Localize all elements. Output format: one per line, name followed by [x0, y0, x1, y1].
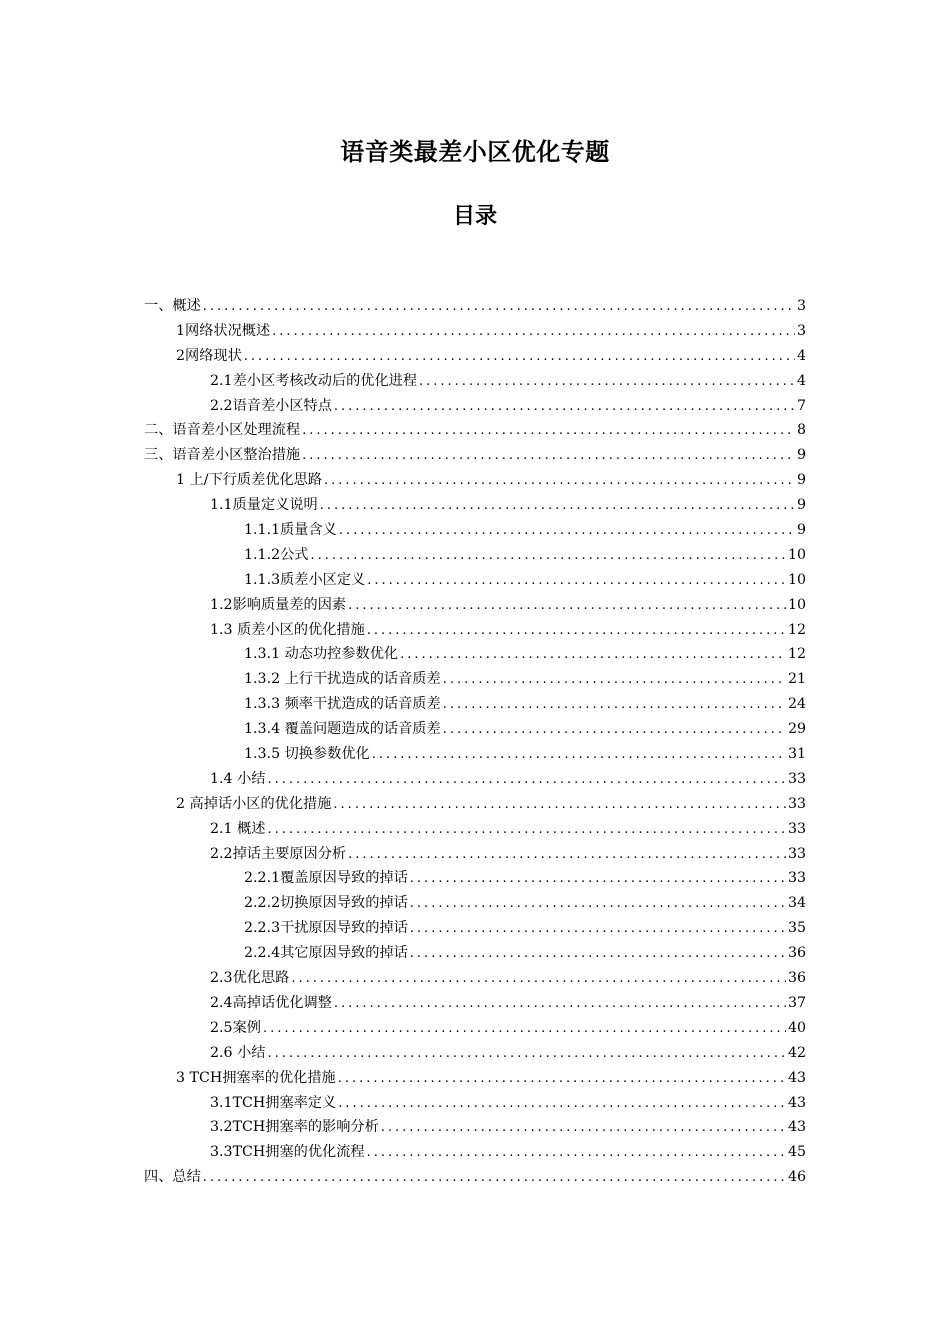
toc-entry-page-number: 21 — [787, 671, 806, 688]
toc-entry-page-number: 24 — [787, 696, 806, 713]
toc-entry-page-number: 33 — [787, 820, 806, 837]
toc-entry-title: 一、概述 — [144, 298, 201, 314]
toc-entry[interactable] — [210, 991, 806, 1016]
toc-entry[interactable] — [144, 1165, 806, 1190]
toc-entry-page-number: 36 — [787, 945, 806, 962]
toc-dot-leader — [410, 867, 786, 892]
toc-entry-page-number: 10 — [787, 571, 806, 588]
toc-entry[interactable] — [210, 593, 806, 618]
toc-entry[interactable] — [144, 294, 806, 319]
toc-entry-page-number: 42 — [787, 1044, 806, 1061]
toc-dot-leader — [381, 1116, 786, 1141]
toc-entry-page-number: 43 — [787, 1119, 806, 1136]
toc-entry-title: 2.6 小结 — [210, 1044, 266, 1061]
toc-entry-page-number: 36 — [787, 970, 806, 987]
toc-entry-title: 1.3.2 上行干扰造成的话音质差 — [244, 671, 441, 688]
toc-entry-title: 1.3.4 覆盖问题造成的话音质差 — [244, 721, 441, 738]
toc-entry[interactable] — [210, 1140, 806, 1165]
toc-entry-title: 1.3 质差小区的优化措施 — [210, 621, 365, 638]
toc-entry-page-number: 12 — [787, 621, 806, 638]
toc-entry-page-number: 9 — [796, 447, 806, 464]
toc-dot-leader — [410, 892, 786, 917]
toc-entry-page-number: 9 — [796, 497, 806, 514]
toc-entry-title: 1.3.5 切换参数优化 — [244, 746, 370, 763]
toc-dot-leader — [348, 843, 786, 868]
toc-entry-title: 2.2语音差小区特点 — [210, 397, 332, 414]
toc-entry-title: 2.3优化思路 — [210, 970, 290, 987]
toc-entry-page-number: 12 — [787, 646, 806, 663]
toc-dot-leader — [203, 1166, 786, 1191]
toc-entry[interactable] — [244, 866, 806, 891]
toc-dot-leader — [410, 917, 786, 942]
toc-entry[interactable] — [144, 418, 806, 443]
toc-entry-title: 2.5案例 — [210, 1019, 261, 1036]
toc-entry-title: 1.3.3 频率干扰造成的话音质差 — [244, 696, 441, 713]
toc-entry[interactable] — [176, 319, 806, 344]
toc-entry-page-number: 9 — [796, 472, 806, 489]
toc-dot-leader — [302, 444, 795, 469]
toc-entry-page-number: 34 — [787, 895, 806, 912]
document-title: 语音类最差小区优化专题 — [340, 137, 610, 166]
toc-dot-leader — [302, 419, 795, 444]
toc-entry-title: 2.1 概述 — [210, 820, 266, 837]
toc-entry[interactable] — [210, 966, 806, 991]
toc-entry-page-number: 43 — [787, 1094, 806, 1111]
toc-entry[interactable] — [210, 1091, 806, 1116]
toc-entry[interactable] — [210, 842, 806, 867]
toc-dot-leader — [348, 594, 786, 619]
toc-entry-title: 1网络状况概述 — [176, 322, 271, 339]
toc-entry-page-number: 35 — [787, 920, 806, 937]
toc-dot-leader — [203, 295, 795, 320]
toc-entry-page-number: 45 — [787, 1144, 806, 1161]
toc-entry-title: 3.3TCH拥塞的优化流程 — [210, 1144, 365, 1161]
toc-entry-page-number: 33 — [787, 770, 806, 787]
toc-dot-leader — [410, 942, 786, 967]
toc-dot-leader — [267, 818, 785, 843]
toc-dot-leader — [244, 345, 795, 370]
toc-dot-leader — [334, 395, 795, 420]
toc-entry[interactable] — [176, 792, 806, 817]
toc-entry[interactable] — [144, 443, 806, 468]
toc-entry-title: 3.1TCH拥塞率定义 — [210, 1094, 337, 1111]
toc-dot-leader — [367, 619, 786, 644]
toc-dot-leader — [367, 1141, 786, 1166]
toc-dot-leader — [338, 1092, 786, 1117]
toc-entry-page-number: 8 — [796, 422, 806, 439]
toc-entry-title: 1.4 小结 — [210, 770, 266, 787]
table-of-contents — [0, 294, 950, 1190]
toc-entry-title: 2 高掉话小区的优化措施 — [176, 795, 332, 812]
toc-entry[interactable] — [210, 369, 806, 394]
toc-dot-leader — [443, 668, 786, 693]
toc-dot-leader — [338, 1067, 786, 1092]
toc-entry-title: 3.2TCH拥塞率的影响分析 — [210, 1119, 379, 1136]
toc-entry[interactable] — [244, 941, 806, 966]
toc-entry[interactable] — [210, 767, 806, 792]
toc-entry[interactable] — [244, 667, 806, 692]
toc-dot-leader — [320, 494, 795, 519]
toc-entry[interactable] — [244, 543, 806, 568]
toc-entry-title: 三、语音差小区整治措施 — [144, 447, 301, 464]
toc-dot-leader — [310, 544, 785, 569]
toc-entry[interactable] — [176, 344, 806, 369]
toc-entry-page-number: 33 — [787, 795, 806, 812]
toc-dot-leader — [272, 320, 795, 345]
toc-dot-leader — [333, 793, 786, 818]
toc-entry-page-number: 9 — [796, 522, 806, 539]
toc-entry-page-number: 46 — [787, 1169, 806, 1186]
toc-entry-page-number: 37 — [787, 994, 806, 1011]
toc-entry-page-number: 3 — [796, 322, 806, 339]
toc-dot-leader — [367, 569, 786, 594]
toc-entry[interactable] — [244, 717, 806, 742]
toc-dot-leader — [267, 768, 785, 793]
toc-entry-page-number: 3 — [796, 298, 806, 314]
toc-entry-title: 2.2.3干扰原因导致的掉话 — [244, 920, 408, 937]
toc-entry-title: 1.1.1质量含义 — [244, 522, 337, 539]
toc-entry-title: 1.1质量定义说明 — [210, 497, 318, 514]
toc-entry[interactable] — [210, 618, 806, 643]
toc-entry-page-number: 31 — [787, 746, 806, 763]
toc-entry-title: 3 TCH拥塞率的优化措施 — [176, 1069, 336, 1086]
toc-entry-title: 1.2影响质量差的因素 — [210, 596, 347, 613]
toc-entry[interactable] — [210, 817, 806, 842]
toc-entry-title: 2网络现状 — [176, 347, 242, 364]
toc-entry[interactable] — [210, 1016, 806, 1041]
toc-entry[interactable] — [244, 742, 806, 767]
toc-entry[interactable] — [176, 1066, 806, 1091]
toc-entry-title: 1.1.2公式 — [244, 546, 309, 563]
toc-entry-page-number: 33 — [787, 870, 806, 887]
toc-dot-leader — [324, 469, 795, 494]
toc-dot-leader — [291, 967, 786, 992]
toc-entry-page-number: 4 — [796, 372, 806, 389]
toc-entry[interactable] — [244, 891, 806, 916]
toc-entry-title: 2.2.1覆盖原因导致的掉话 — [244, 870, 408, 887]
toc-entry[interactable] — [176, 468, 806, 493]
toc-entry-page-number: 10 — [787, 546, 806, 563]
toc-entry-page-number: 7 — [796, 397, 806, 414]
toc-entry[interactable] — [244, 916, 806, 941]
toc-entry[interactable] — [244, 692, 806, 717]
toc-entry-page-number: 10 — [787, 596, 806, 613]
toc-dot-leader — [339, 519, 795, 544]
toc-entry[interactable] — [244, 568, 806, 593]
toc-entry-page-number: 33 — [787, 845, 806, 862]
toc-heading: 目录 — [452, 203, 497, 229]
toc-dot-leader — [334, 992, 786, 1017]
toc-entry-page-number: 43 — [787, 1069, 806, 1086]
toc-dot-leader — [443, 718, 786, 743]
toc-dot-leader — [400, 643, 786, 668]
toc-entry-title: 二、语音差小区处理流程 — [144, 422, 301, 439]
toc-entry[interactable] — [210, 493, 806, 518]
toc-entry-title: 2.4高掉话优化调整 — [210, 994, 332, 1011]
toc-entry-page-number: 40 — [787, 1019, 806, 1036]
toc-entry-title: 2.2掉话主要原因分析 — [210, 845, 347, 862]
toc-entry-title: 2.2.4其它原因导致的掉话 — [244, 945, 408, 962]
toc-dot-leader — [267, 1042, 785, 1067]
toc-entry-title: 1.3.1 动态功控参数优化 — [244, 646, 399, 663]
toc-dot-leader — [263, 1017, 786, 1042]
toc-entry[interactable] — [210, 394, 806, 419]
toc-entry-page-number: 4 — [796, 347, 806, 364]
toc-entry[interactable] — [244, 642, 806, 667]
toc-dot-leader — [419, 370, 795, 395]
toc-dot-leader — [443, 693, 786, 718]
toc-entry-title: 2.1差小区考核改动后的优化进程 — [210, 372, 418, 389]
toc-entry[interactable] — [210, 1041, 806, 1066]
toc-entry-page-number: 29 — [787, 721, 806, 738]
toc-entry-title: 1 上/下行质差优化思路 — [176, 472, 323, 489]
toc-entry-title: 四、总结 — [144, 1169, 201, 1186]
toc-entry-title: 2.2.2切换原因导致的掉话 — [244, 895, 408, 912]
toc-entry[interactable] — [210, 1115, 806, 1140]
toc-entry[interactable] — [244, 518, 806, 543]
toc-dot-leader — [372, 743, 786, 768]
toc-entry-title: 1.1.3质差小区定义 — [244, 571, 366, 588]
